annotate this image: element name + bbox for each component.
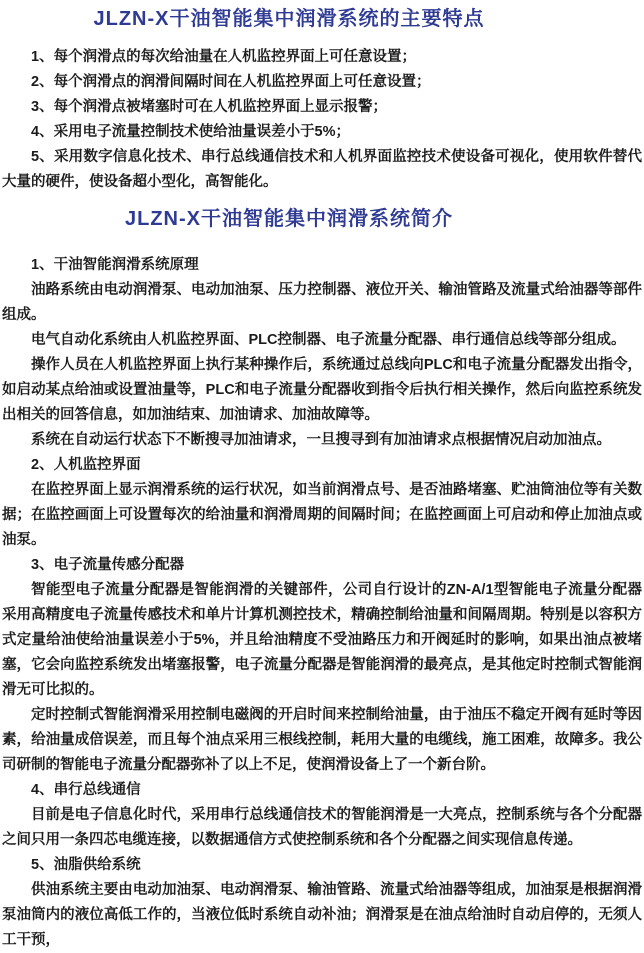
paragraph: 操作人员在人机监控界面上执行某种操作后，系统通过总线向PLC和电子流量分配器发出指令，如启动某点给油或设置油量等，PLC和电子流量分配器收到指令后执行相关操作，然后向监控系统发出相关的回答信息，如加油结束、加油请求、加油故障等。: [2, 357, 642, 423]
document-page: [0, 6, 644, 948]
feature-item-3: 3、每个润滑点被堵塞时可在人机监控界面上显示报警；: [31, 99, 388, 115]
intro-body: [2, 253, 642, 953]
features-title: JLZN-X干油智能集中润滑系统的主要特点: [93, 8, 485, 30]
feature-item-5: 5、采用数字信息化技术、串行总线通信技术和人机界面监控技术使设备可视化，使用软件替代大量的硬件，使设备超小型化，高智能化。: [2, 149, 642, 190]
paragraph: 目前是电子信息化时代，采用串行总线通信技术的智能润滑是一大亮点，控制系统与各个分配器之间只用一条四芯电缆连接，以数据通信方式使控制系统和各个分配器之间实现信息传递。: [2, 807, 642, 848]
feature-item-2: 2、每个润滑点的润滑间隔时间在人机监控界面上可任意设置；: [31, 74, 431, 90]
intro-title: JLZN-X干油智能集中润滑系统简介: [125, 208, 453, 230]
features-list: [2, 45, 642, 195]
paragraph: 电气自动化系统由人机监控界面、PLC控制器、电子流量分配器、串行通信总线等部分组成。: [31, 332, 626, 348]
feature-item-1: 1、每个润滑点的每次给油量在人机监控界面上可任意设置；: [31, 49, 417, 65]
feature-item-4: 4、采用电子流量控制技术使给油量误差小于5%；: [31, 124, 351, 140]
section-heading-principle: 1、干油智能润滑系统原理: [31, 257, 199, 273]
paragraph: 在监控界面上显示润滑系统的运行状况，如当前润滑点号、是否油路堵塞、贮油筒油位等有关数据；在监控画面上可设置每次的给油量和润滑周期的间隔时间；在监控画面上可启动和停止加油点或油泵。: [2, 482, 642, 548]
paragraph: 油路系统由电动润滑泵、电动加油泵、压力控制器、液位开关、输油管路及流量式给油器等部件组成。: [2, 282, 642, 323]
paragraph: 定时控制式智能润滑采用控制电磁阀的开启时间来控制给油量，由于油压不稳定开阀有延时等因素，给油量成倍误差，而且每个油点采用三根线控制，耗用大量的电缆线，施工困难，故障多。我公司研制的智能电子流量分配器弥补了以上不足，使润滑设备上了一个新台阶。: [2, 707, 642, 773]
section-heading-serial-bus: 4、串行总线通信: [31, 782, 141, 798]
section-heading-grease-supply: 5、油脂供给系统: [31, 857, 141, 873]
section-heading-hmi: 2、人机监控界面: [31, 457, 141, 473]
paragraph: 智能型电子流量分配器是智能润滑的关键部件，公司自行设计的ZN-A/1型智能电子流量分配器采用高精度电子流量传感技术和单片计算机测控技术，精确控制给油量和间隔周期。特别是以容积方式定量给油使给油量误差小于5%，并且给油精度不受油路压力和开阀延时的影响，如果出油点被堵塞，它会向监控系统发出堵塞报警，电子流量分配器是智能润滑的最亮点，是其他定时控制式智能润滑无可比拟的。: [2, 582, 642, 698]
paragraph: 系统在自动运行状态下不断搜寻加油请求，一旦搜寻到有加油请求点根据情况启动加油点。: [31, 432, 611, 448]
section-heading-flow-distributor: 3、电子流量传感分配器: [31, 557, 185, 573]
paragraph: 供油系统主要由电动加油泵、电动润滑泵、输油管路、流量式给油器等组成，加油泵是根据润滑泵油筒内的液位高低工作的，当液位低时系统自动补油；润滑泵是在油点给油时自动启停的，无须人工干预，: [2, 882, 642, 948]
